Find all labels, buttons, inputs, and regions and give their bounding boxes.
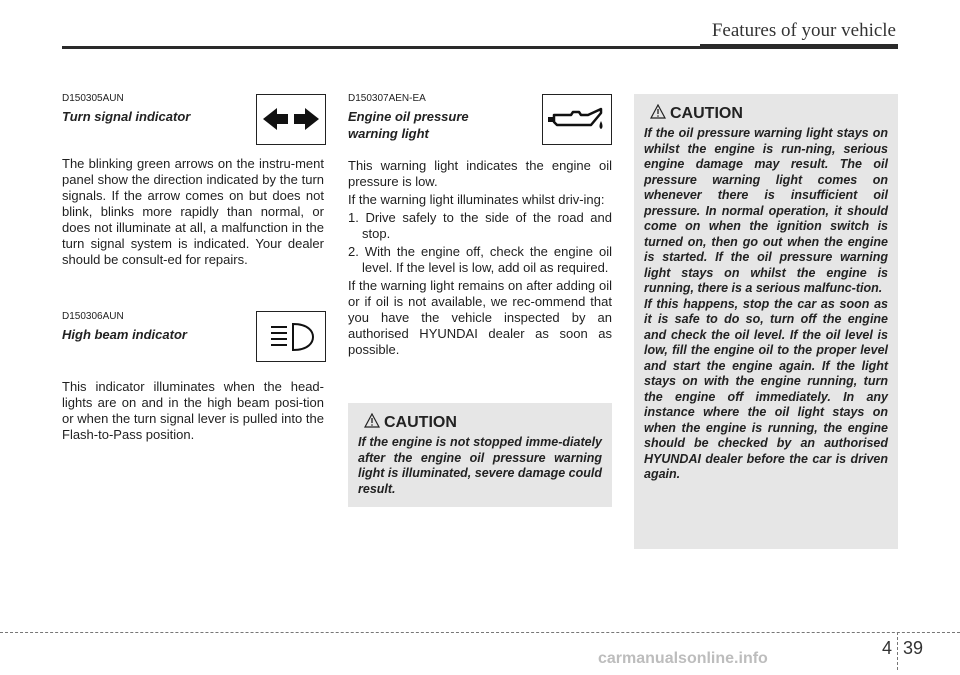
warning-triangle-icon — [364, 413, 380, 433]
oil-pressure-title — [348, 108, 469, 142]
caution-text-part2: If this happens, stop the car as soon as it is safe to do so, turn off the engine and check the oil level. If the oil level is low, fill the engine oil to the proper level and start the engine again. If the light stays on with the engine running, turn the engine off immediately. In any instance where the oil light stays on when the engine is running, the engine should be checked by an authorised HYUNDAI dealer before the car is driven again. — [644, 296, 888, 481]
high-beam-icon — [256, 311, 326, 362]
oil-pressure-para1: This warning light indicates the engine oil pressure is low. — [348, 158, 612, 189]
warning-triangle-icon — [650, 104, 666, 124]
caution-heading — [650, 104, 743, 124]
high-beam-body: This indicator illuminates when the head-lights are on and in the high beam posi-tion or when the turn signal lever is pulled into the Flash-to-Pass position. — [62, 379, 324, 442]
high-beam-title: High beam indicator — [62, 327, 187, 342]
header-rule-thick — [700, 44, 898, 49]
oil-pressure-code: D150307AEN-EA — [348, 93, 426, 104]
oil-pressure-para2: If the warning light illuminates whilst driv-ing: — [348, 192, 605, 207]
caution-text-block — [644, 126, 888, 483]
watermark: carmanualsonline.info — [598, 650, 768, 667]
caution-text: If the engine is not stopped imme-diately after the engine oil pressure warning light is illuminated, severe damage could result. — [358, 435, 602, 496]
page-number-separator — [897, 632, 898, 670]
high-beam-code: D150306AUN — [62, 311, 124, 322]
caution-heading-text: CAUTION — [670, 105, 743, 122]
oil-pressure-title-line2: warning light — [348, 126, 429, 141]
caution-box-large — [634, 94, 898, 549]
page-number: 39 — [903, 638, 924, 658]
oil-can-icon — [542, 94, 612, 145]
turn-signal-arrows-icon — [256, 94, 326, 145]
oil-pressure-para3: If the warning light remains on after adding oil or if oil is not available, we rec-ommend that you have the vehicle inspected by an authorised HYUNDAI dealer as soon as possible. — [348, 278, 612, 357]
oil-pressure-body — [348, 158, 612, 360]
oil-pressure-title-line1: Engine oil pressure — [348, 109, 469, 124]
oil-pressure-step1: 1. Drive safely to the side of the road and stop. — [348, 210, 612, 241]
turn-signal-body: The blinking green arrows on the instru-ment panel show the direction indicated by the turn signals. If the arrow comes on but does not blink, blinks more rapidly than normal, or does not illuminate at all, a malfunction in the turn signal system is indicated. Your dealer should be consult-ed for repairs. — [62, 156, 324, 267]
caution-heading — [364, 413, 457, 433]
chapter-number: 4 — [882, 638, 893, 658]
section-header-title: Features of your vehicle — [711, 20, 896, 41]
caution-heading-text: CAUTION — [384, 414, 457, 431]
caution-text-part1: If the oil pressure warning light stays on whilst the engine is run-ning, serious engine damage may result. The oil pressure warning light comes on whenever there is insufficient oil pressure. In normal operation, it should come on when the ignition switch is turned on, then go out when the engine is started. If the oil pressure warning light stays on whilst the engine is running, there is a serious malfunc-tion. — [644, 126, 888, 295]
footer-divider — [0, 632, 960, 633]
turn-signal-title: Turn signal indicator — [62, 109, 191, 124]
caution-box-small — [348, 403, 612, 507]
oil-pressure-step2: 2. With the engine off, check the engine oil level. If the level is low, add oil as required. — [348, 244, 612, 275]
turn-signal-code: D150305AUN — [62, 93, 124, 104]
